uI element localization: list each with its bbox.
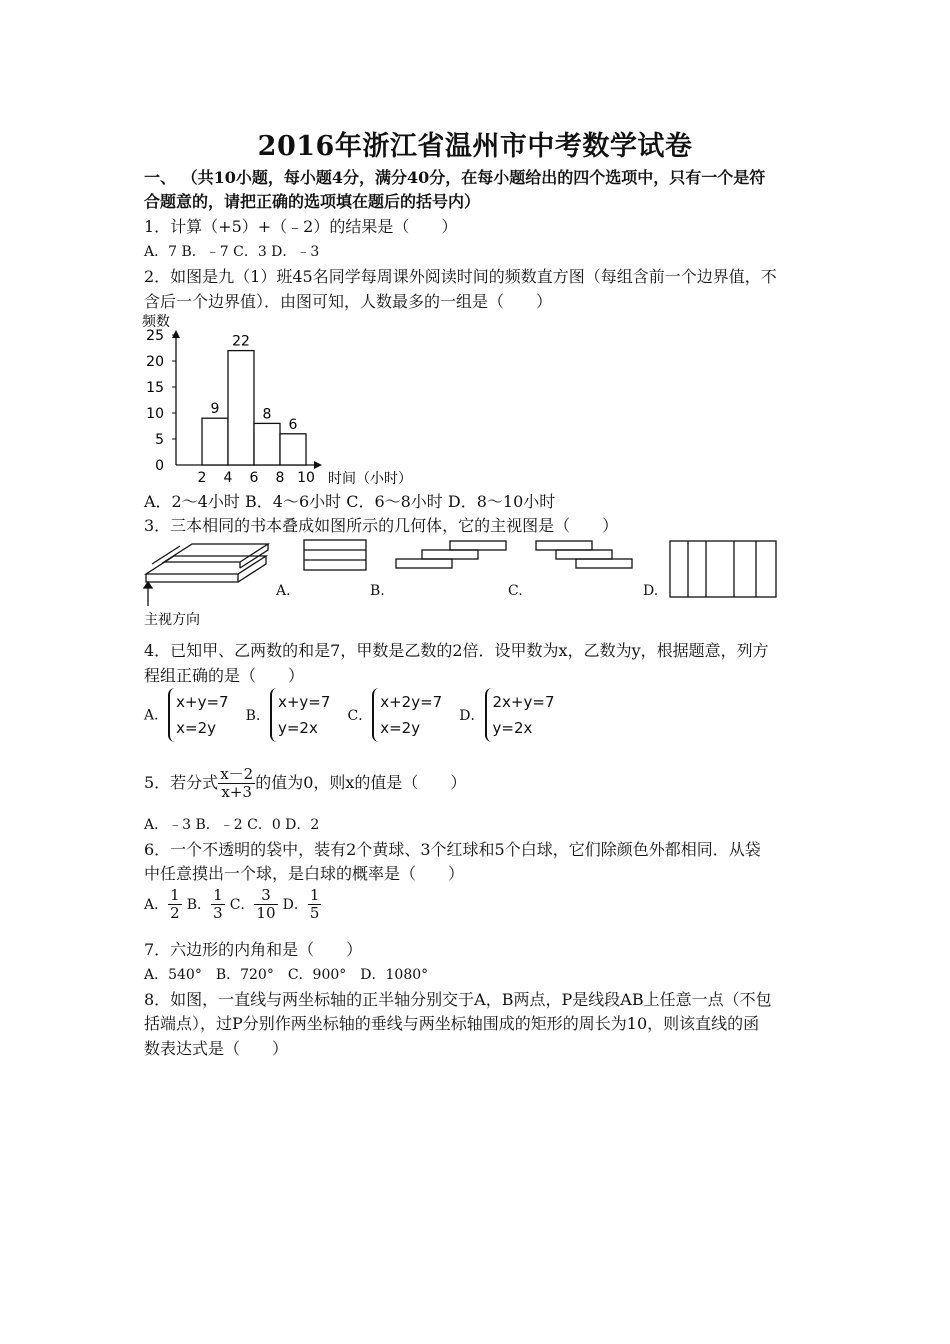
q6-fraction-d: $\frac{1}{5}$: [309, 886, 320, 922]
q3-option-d-figure: [666, 538, 780, 600]
q7-stem: 7．六边形的内角和是（ ）: [144, 940, 363, 959]
x-tick-label: 8: [275, 470, 285, 486]
q4-option-a-system: x+y=7 x=2y: [168, 688, 234, 742]
x-axis-label: 时间（小时）: [328, 471, 412, 487]
q4-option-d-label: D．: [459, 707, 485, 724]
q4-option-a-label: A．: [144, 707, 169, 724]
q7-options: A．540° B．720° C．900° D．1080°: [144, 967, 429, 983]
x-tick-label: 10: [297, 470, 315, 486]
q2-stem-line2: 含后一个边界值）．由图可知，人数最多的一组是（ ）: [144, 292, 553, 311]
y-axis-label: 频数: [142, 314, 170, 330]
bar-data-label: 8: [262, 406, 272, 423]
q6-stem-line2: 中任意摸出一个球，是白球的概率是（ ）: [144, 864, 465, 883]
q5-options: A．﹣3 B．﹣2 C．0 D．2: [144, 817, 320, 833]
q4-option-b-label: B．: [245, 707, 270, 724]
section-heading-line2: 合题意的，请把正确的选项填在题后的括号内）: [144, 192, 481, 211]
q3-option-c-figure: [532, 538, 642, 574]
q4-option-d-system: 2x+y=7 y=2x: [485, 688, 561, 742]
q3-option-b-figure: [392, 538, 510, 574]
q8-stem-line2: 括端点），过P分别作两坐标轴的垂线与两坐标轴围成的矩形的周长为10，则该直线的函: [144, 1014, 760, 1033]
q5-fraction: $\frac{x-2}{x+3}$: [220, 765, 254, 801]
books-stack-figure: [138, 536, 278, 626]
bar-data-label: 22: [232, 333, 250, 350]
q5-stem: 5．若分式 $\frac{x-2}{x+3}$ 的值为0，则x的值是（ ）: [144, 765, 467, 801]
q6-fraction-b: $\frac{1}{3}$: [213, 886, 223, 922]
q2-options: A．2～4小时 B．4～6小时 C．6～8小时 D．8～10小时: [144, 492, 556, 511]
bar-data-label: 6: [288, 416, 298, 433]
q3-label-d: D.: [643, 583, 659, 599]
q8-stem-line3: 数表达式是（ ）: [144, 1039, 289, 1058]
q4-stem-line2: 程组正确的是（ ）: [144, 666, 305, 685]
bar: [228, 351, 254, 465]
q1-options: A．7 B．﹣7 C．3 D．﹣3: [144, 244, 320, 260]
q6-options: A． $\frac{1}{2}$ B． $\frac{1}{3}$ C． $\frac{3}{10}$ D． $\frac{1}{5}$: [144, 886, 320, 922]
bar-data-label: 9: [210, 401, 220, 418]
y-tick-label: 5: [155, 432, 164, 448]
x-tick-label: 6: [249, 470, 259, 486]
bar: [280, 434, 306, 465]
histogram-chart: [140, 310, 440, 490]
q1-stem: 1．计算（+5）+（﹣2）的结果是（ ）: [144, 217, 458, 236]
q8-stem-line1: 8．如图，一直线与两坐标轴的正半轴分别交于A，B两点，P是线段AB上任意一点（不包: [144, 990, 772, 1009]
q2-stem-line1: 2．如图是九（1）班45名同学每周课外阅读时间的频数直方图（每组含前一个边界值，不: [144, 267, 777, 286]
bar: [202, 418, 228, 465]
x-axis-arrow: [314, 461, 322, 469]
x-tick-label: 4: [223, 470, 233, 486]
q3-label-a: A.: [276, 583, 291, 599]
q6-fraction-a: $\frac{1}{2}$: [170, 886, 180, 922]
x-tick-label: 2: [197, 470, 207, 486]
page-title: 2016年浙江省温州市中考数学试卷: [257, 131, 693, 162]
q3-stem: 3．三本相同的书本叠成如图所示的几何体，它的主视图是（ ）: [144, 516, 619, 535]
y-tick-label: 15: [146, 380, 164, 396]
y-tick-label: 20: [146, 354, 164, 370]
q3-label-b: B.: [370, 583, 385, 599]
view-direction-label: 主视方向: [144, 612, 200, 626]
q6-stem-line1: 6．一个不透明的袋中，装有2个黄球、3个红球和5个白球，它们除颜色外都相同．从袋: [144, 840, 761, 859]
y-tick-label: 0: [155, 458, 164, 474]
q4-option-c-label: C．: [347, 707, 373, 724]
q3-label-c: C.: [508, 583, 523, 599]
y-tick-label: 10: [146, 406, 164, 422]
q4-stem-line1: 4．已知甲、乙两数的和是7，甲数是乙数的2倍．设甲数为x，乙数为y，根据题意，列方: [144, 641, 769, 660]
q4-option-b-system: x+y=7 y=2x: [270, 688, 336, 742]
q6-fraction-c: $\frac{3}{10}$: [256, 886, 276, 922]
q3-option-a-figure: [300, 538, 370, 574]
q4-options: [144, 688, 561, 742]
q4-option-c-system: x+2y=7 x=2y: [372, 688, 448, 742]
bar: [254, 423, 280, 465]
section-heading-line1: 一、 （共10小题，每小题4分，满分40分，在每小题给出的四个选项中，只有一个是符: [144, 168, 766, 187]
y-tick-label: 25: [146, 328, 164, 344]
y-axis-arrow: [172, 330, 180, 338]
